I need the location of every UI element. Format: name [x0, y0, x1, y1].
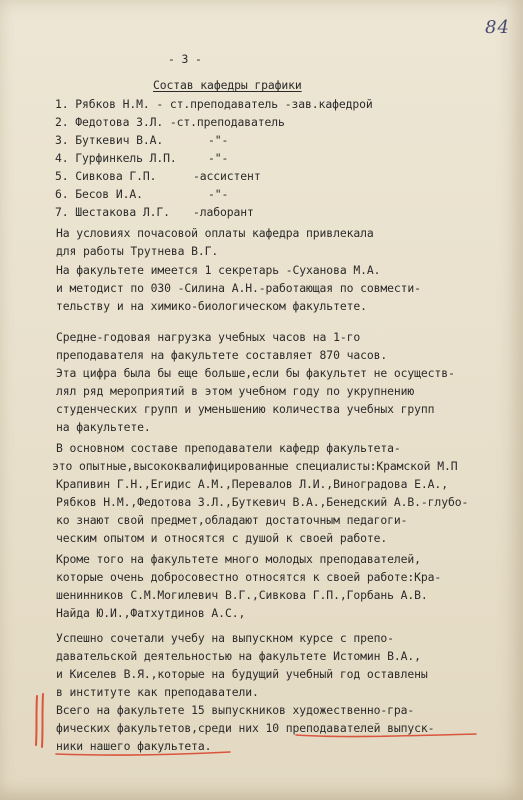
staff-number: 3.: [55, 133, 69, 147]
staff-role: -"-: [208, 151, 229, 165]
text-line: и Киселев В.Я.,которые на будущий учебный год оставлены: [56, 667, 428, 681]
staff-role: -ассистент: [193, 169, 261, 183]
staff-number: 7.: [55, 205, 69, 219]
underline-red: [296, 734, 476, 737]
text-line: Найда Ю.И.,Фатхутдинов А.С.,: [56, 606, 246, 620]
text-line: ники нашего факультета.: [56, 739, 212, 753]
staff-role: -"-: [208, 133, 229, 147]
text-line: студенческих групп и уменьшению количества учебных групп: [56, 402, 435, 416]
text-line: Успешно сочетали учебу на выпускном курсе с препо-: [56, 631, 394, 645]
text-line: которые очень добросовестно относятся к своей работе:Кра-: [56, 570, 442, 584]
staff-name: Гурфинкель Л.П.: [75, 151, 177, 165]
text-line: для работы Трутнева В.Г.: [56, 244, 219, 258]
staff-number: 6.: [55, 187, 69, 201]
text-line: тельству и на химико-биологическом факультете.: [56, 299, 367, 313]
page-title: Состав кафедры графики: [153, 78, 302, 92]
staff-name: Сивкова Г.П.: [75, 169, 157, 183]
text-line: Рябков Н.М.,Федотова З.Л.,Буткевич В.А.,Бенедский А.В.-глубо-: [56, 495, 469, 509]
text-line: На факультете имеется 1 секретарь -Суханова М.А.: [56, 263, 381, 277]
handwritten-page-marker: 84: [485, 17, 510, 38]
text-line: это опытные,высококвалифицированные специалисты:Крамской М.П: [52, 459, 458, 473]
staff-name: Рябков Н.М. - ст.преподаватель -зав.кафедрой: [75, 97, 373, 111]
text-line: На условиях почасовой оплаты кафедра привлекала: [56, 226, 374, 240]
text-line: ко знают свой предмет,обладают достаточным педагоги-: [56, 513, 408, 527]
staff-role: -лаборант: [193, 205, 254, 219]
staff-number: 1.: [55, 97, 69, 111]
text-line: Кроме того на факультете много молодых преподавателей,: [56, 552, 421, 566]
text-line: Средне-годовая нагрузка учебных часов на 1-го: [56, 330, 361, 344]
text-line: ческим опытом и относятся с душой к своей работе.: [56, 531, 388, 545]
text-line: лял ряд мероприятий в этом учебном году по укрупнению: [56, 384, 415, 398]
staff-number: 2.: [55, 115, 69, 129]
text-line: давательской деятельностью на факультете Истомин В.А.,: [56, 649, 421, 663]
text-line: и методист по 030 -Силина А.Н.-работающая по совмести-: [56, 281, 421, 295]
staff-role: -"-: [208, 187, 229, 201]
underline-red: [56, 752, 230, 755]
text-line: в институте как преподаватели.: [56, 685, 259, 699]
text-line: на факультете.: [56, 420, 151, 434]
text-line: Эта цифра была бы еще больше,если бы факультет не осуществ-: [56, 366, 455, 380]
staff-name: Шестакова Л.Г.: [75, 205, 170, 219]
text-line: шенинников С.М.Могилевич В.Г.,Сивкова Г.П.,Горбань А.В.: [56, 588, 428, 602]
margin-line-red: [42, 694, 43, 747]
text-line: В основном составе преподаватели кафедр факультета-: [56, 441, 401, 455]
staff-name: Федотова З.Л. -ст.преподаватель: [75, 115, 285, 129]
staff-name: Бесов И.А.: [75, 187, 143, 201]
text-line: Всего на факультете 15 выпускников художественно-гра-: [56, 703, 415, 717]
text-line: Крапивин Г.Н.,Егидис А.М.,Перевалов Л.И.,Виноградова Е.А.,: [56, 477, 448, 491]
page-number: - 3 -: [168, 52, 202, 66]
text-line: преподавателя на факультете составляет 870 часов.: [56, 348, 388, 362]
margin-line-red: [36, 696, 37, 745]
staff-number: 4.: [55, 151, 69, 165]
staff-name: Буткевич В.А.: [75, 133, 164, 147]
text-line: фических факультетов,среди них 10 преподавателей выпуск-: [56, 721, 435, 735]
staff-number: 5.: [55, 169, 69, 183]
